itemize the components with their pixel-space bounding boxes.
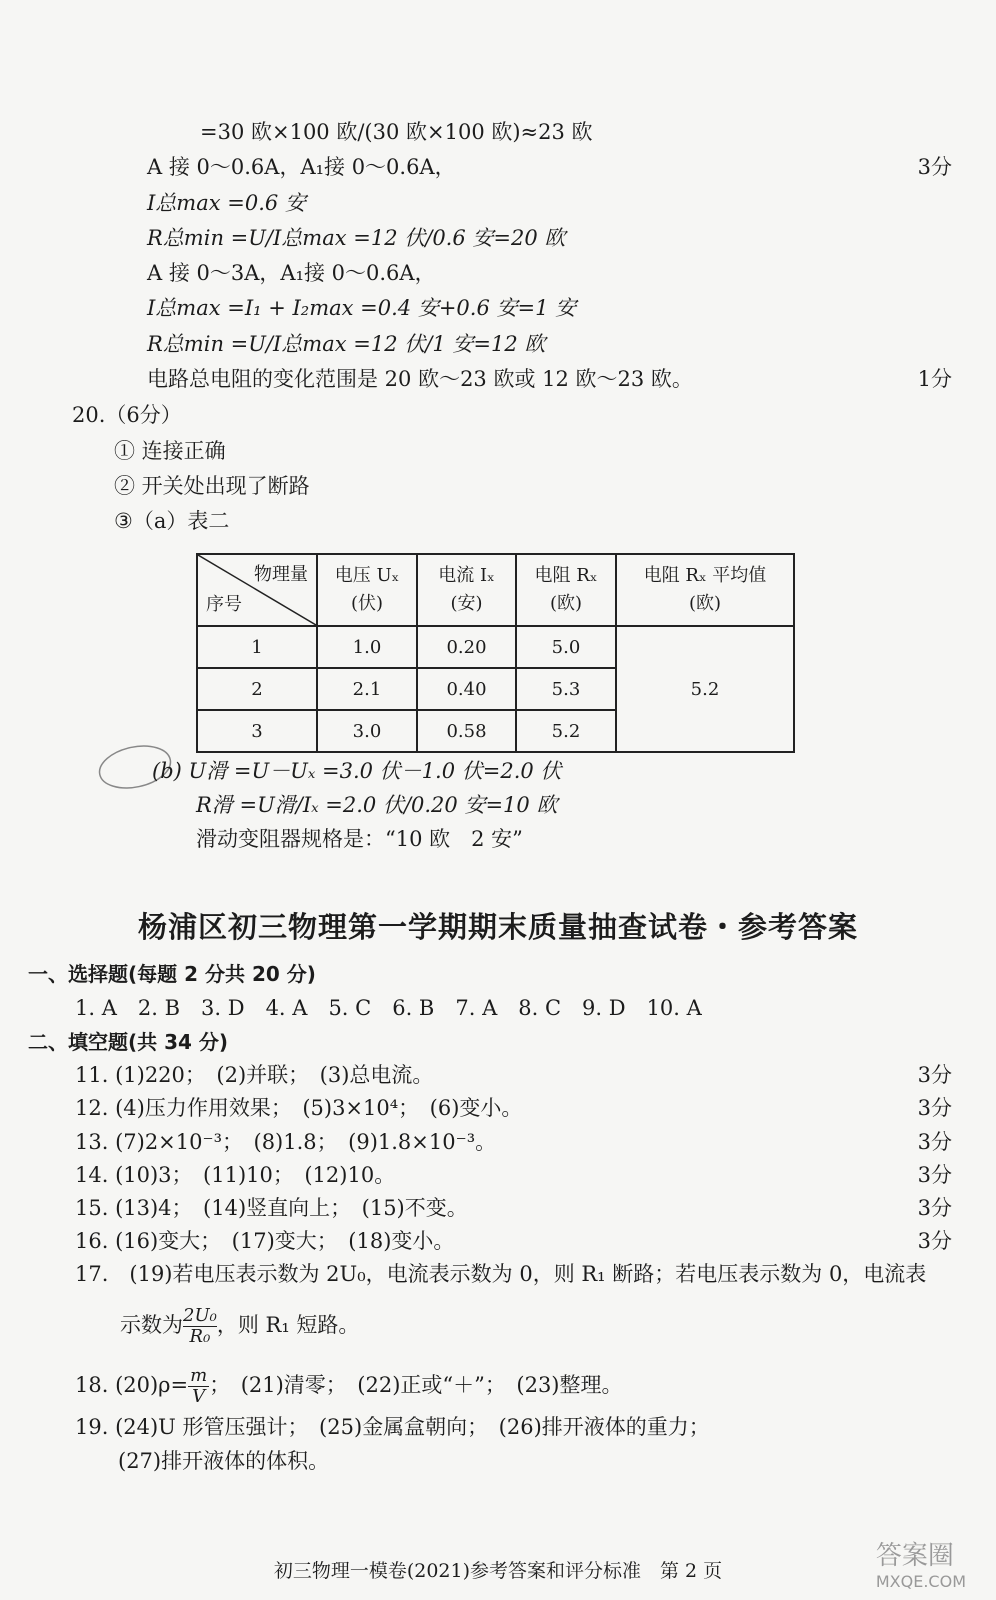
header-current: 电流 Iₓ (安) — [417, 554, 516, 626]
corner-top-label: 物理量 — [254, 564, 308, 585]
score: 3分 — [917, 1130, 952, 1154]
score: 3分 — [917, 1196, 952, 1220]
calc-line-8: 电路总电阻的变化范围是 20 欧～23 欧或 12 欧～23 欧。 — [147, 367, 693, 391]
table-cell: 1.0 — [317, 626, 417, 668]
answer-line-18: 18. (20)ρ= $\frac{m}{V}$ ； (21)清零； (22)正或“＋”； (23)整理。 — [75, 1365, 623, 1407]
partb-line-3: 滑动变阻器规格是：“10 欧 2 安” — [196, 827, 523, 851]
table-cell: 3 — [197, 710, 317, 752]
header-average: 电阻 Rₓ 平均值 (欧) — [616, 554, 794, 626]
calc-line-5: A 接 0～3A，A₁接 0～0.6A， — [147, 261, 436, 285]
answer-line-12: 12. (4)压力作用效果； (5)3×10⁴； (6)变小。 — [75, 1096, 523, 1120]
table-cell: 5.0 — [516, 626, 616, 668]
table-cell: 0.58 — [417, 710, 516, 752]
header-voltage: 电压 Uₓ (伏) — [317, 554, 417, 626]
page-title: 杨浦区初三物理第一学期期末质量抽查试卷・参考答案 — [137, 910, 858, 944]
corner-bottom-label: 序号 — [206, 594, 242, 615]
answer-line-17b: 示数为 $\frac{\text{2U₀}}{\text{R₀}}$ ，则 R₁ 短路。 — [120, 1305, 360, 1347]
fraction: $\frac{\text{2U₀}}{\text{R₀}}$ — [183, 1305, 217, 1347]
diagonal-header-cell — [197, 554, 317, 626]
header-resistance: 电阻 Rₓ (欧) — [516, 554, 616, 626]
table-cell: 0.40 — [417, 668, 516, 710]
table-cell: 2 — [197, 668, 317, 710]
data-table — [196, 553, 795, 753]
answer-line-11: 11. (1)220； (2)并联； (3)总电流。 — [75, 1063, 434, 1087]
partb-line-2: R滑 =U滑/Iₓ =2.0 伏/0.20 安=10 欧 — [196, 793, 558, 817]
answer-line-15: 15. (13)4； (14)竖直向上； (15)不变。 — [75, 1196, 468, 1220]
score: 3分 — [917, 1229, 952, 1253]
table-cell: 5.2 — [516, 710, 616, 752]
q20-item-1: ① 连接正确 — [114, 439, 226, 463]
calc-line-3: I总max =0.6 安 — [147, 191, 306, 215]
q20-item-3: ③（a）表二 — [114, 509, 230, 533]
answer-line-13: 13. (7)2×10⁻³； (8)1.8； (9)1.8×10⁻³。 — [75, 1130, 497, 1154]
table-cell: 0.20 — [417, 626, 516, 668]
section-2-heading: 二、填空题(共 34 分) — [28, 1030, 229, 1054]
watermark-logo: 答案圈 MXQE.COM — [875, 1541, 966, 1591]
q20-heading: 20.（6分） — [72, 403, 182, 427]
table-row — [197, 626, 794, 668]
score: 3分 — [917, 1063, 952, 1087]
score: 3分 — [917, 1096, 952, 1120]
table-cell: 2.1 — [317, 668, 417, 710]
table-cell: 1 — [197, 626, 317, 668]
q20-item-2: ② 开关处出现了断路 — [114, 474, 310, 498]
answer-line-19a: 19. (24)U 形管压强计； (25)金属盒朝向； (26)排开液体的重力； — [75, 1415, 710, 1439]
calc-line-6: I总max =I₁ + I₂max =0.4 安+0.6 安=1 安 — [147, 296, 577, 320]
section-1-heading: 一、选择题(每题 2 分共 20 分) — [28, 962, 316, 986]
calc-line-7: R总min =U/I总max =12 伏/1 安=12 欧 — [147, 332, 546, 356]
table-cell: 3.0 — [317, 710, 417, 752]
answer-line-14: 14. (10)3； (11)10； (12)10。 — [75, 1163, 396, 1187]
score: 1分 — [917, 367, 952, 391]
answer-line-16: 16. (16)变大； (17)变大； (18)变小。 — [75, 1229, 455, 1253]
score: 3分 — [917, 1163, 952, 1187]
table-cell: 5.3 — [516, 668, 616, 710]
choice-answers: 1. A 2. B 3. D 4. A 5. C 6. B 7. A 8. C 9. D 10. A — [75, 996, 702, 1020]
page-footer: 初三物理一模卷(2021)参考答案和评分标准 第 2 页 — [273, 1560, 723, 1582]
partb-line-1: (b) U滑 =U－Uₓ =3.0 伏－1.0 伏=2.0 伏 — [152, 759, 562, 783]
calc-line-4: R总min =U/I总max =12 伏/0.6 安=20 欧 — [147, 226, 566, 250]
fraction: $\frac{m}{V}$ — [190, 1365, 208, 1407]
table-header-row — [197, 554, 794, 626]
calc-line-2: A 接 0～0.6A，A₁接 0～0.6A， — [147, 155, 456, 179]
answer-line-17a: 17. (19)若电压表示数为 2U₀，电流表示数为 0，则 R₁ 断路；若电压表示数为 0，电流表 — [75, 1262, 927, 1286]
score: 3分 — [917, 155, 952, 179]
average-cell: 5.2 — [616, 626, 794, 752]
calc-line-1: =30 欧×100 欧/(30 欧×100 欧)≈23 欧 — [200, 120, 593, 144]
answer-line-19b: (27)排开液体的体积。 — [118, 1449, 330, 1473]
